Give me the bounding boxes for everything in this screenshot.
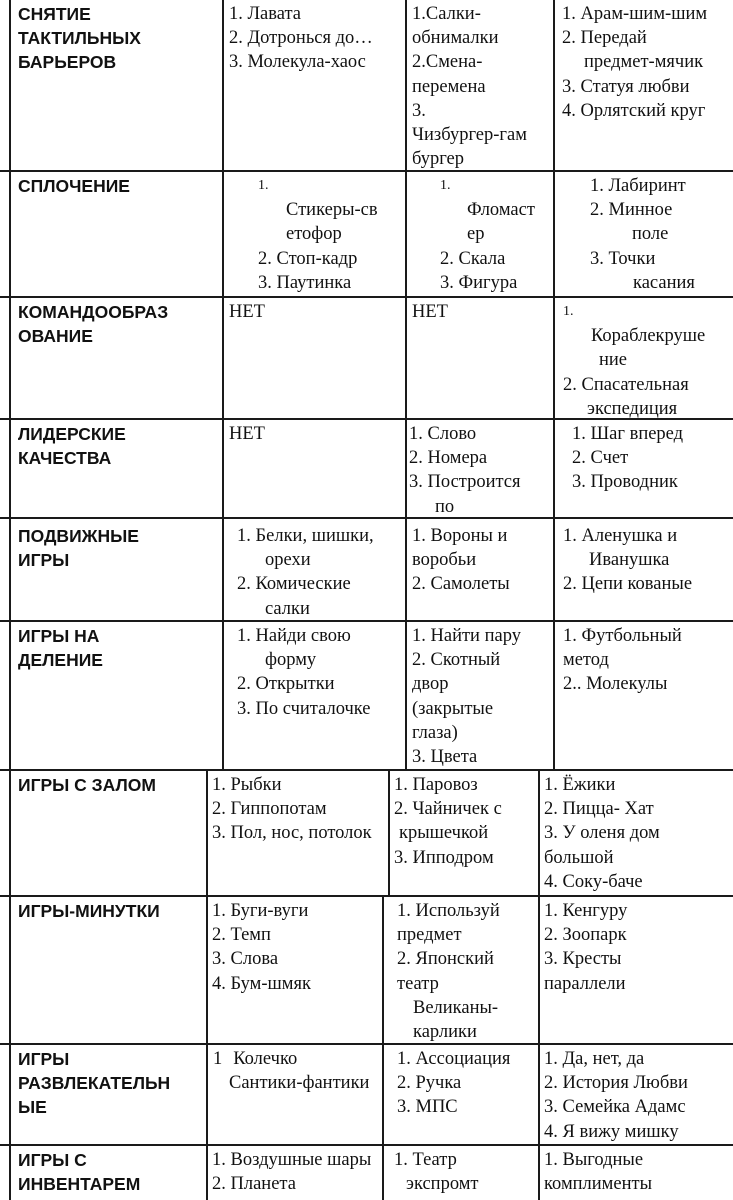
game-item: ер	[467, 224, 485, 245]
games-cell	[440, 174, 535, 295]
col-divider	[388, 769, 390, 895]
game-item: 1. Футбольный	[563, 626, 682, 646]
game-item: НЕТ	[229, 302, 265, 322]
game-item: 4. Соку-баче	[544, 871, 643, 892]
game-item: 2. Скала	[440, 248, 506, 269]
game-item: 1. Воздушные шары	[212, 1150, 372, 1170]
games-cell	[212, 899, 311, 996]
game-item: 1. Рыбки	[212, 775, 282, 795]
games-cell	[229, 422, 265, 446]
col-divider	[9, 0, 11, 1200]
game-item: 4. Я вижу мишку	[544, 1121, 679, 1142]
game-item: 3. Паутинка	[258, 272, 352, 293]
game-item: 3. Точки	[590, 248, 656, 269]
col-divider	[382, 895, 384, 1200]
game-item: крышечкой	[399, 823, 489, 844]
col-divider	[206, 769, 208, 1200]
game-item: 1. Лабиринт	[590, 176, 686, 196]
category-line: СПЛОЧЕНИЕ	[18, 176, 130, 196]
category-line: ЫЕ	[18, 1097, 47, 1118]
game-item: 1. Слово	[409, 424, 477, 444]
game-item: поле	[632, 224, 669, 245]
category-line: ИГРЫ С ЗАЛОМ	[18, 775, 156, 795]
game-item: карлики	[413, 1022, 477, 1043]
game-item: орехи	[265, 550, 311, 571]
game-item: 2. Ручка	[397, 1073, 462, 1094]
category-line: ЛИДЕРСКИЕ	[18, 424, 126, 444]
games-cell	[258, 174, 378, 295]
game-item: 1. Белки, шишки,	[237, 526, 374, 546]
game-item: 3. Кресты	[544, 949, 622, 970]
col-divider	[405, 0, 407, 769]
game-item: Чизбургер-гам	[412, 125, 527, 146]
game-item: касания	[633, 272, 695, 293]
game-item: 2. Комические	[237, 574, 351, 595]
game-item: перемена	[412, 76, 486, 97]
game-item: бургер	[412, 149, 465, 170]
game-item: етофор	[286, 224, 342, 245]
games-cell	[237, 624, 371, 721]
game-item: 1. Кенгуру	[544, 901, 628, 921]
category-cell	[18, 1047, 206, 1120]
game-item: 3. Ипподром	[394, 847, 494, 868]
game-item: по	[435, 496, 455, 517]
game-item: 2.. Молекулы	[563, 674, 668, 695]
game-item-number: 1	[213, 1049, 223, 1069]
games-cell	[213, 1047, 369, 1095]
games-cell	[563, 300, 705, 421]
game-item: Фломаст	[467, 200, 535, 221]
game-item: 1. Шаг вперед	[572, 424, 684, 444]
game-item: 2.Смена-	[412, 52, 483, 73]
game-item: 2. Дотронься до…	[229, 28, 373, 49]
game-item: 1.	[563, 304, 574, 319]
game-item: 1. Вороны и	[412, 526, 508, 546]
game-item: НЕТ	[229, 424, 265, 444]
category-cell	[18, 524, 206, 572]
game-item: 2. Скотный	[412, 650, 501, 671]
game-item: 1. Театр	[394, 1150, 457, 1170]
game-item: 2. Цепи кованые	[563, 574, 693, 595]
game-item: предмет-мячик	[584, 52, 704, 73]
game-item: глаза)	[412, 722, 458, 743]
games-cell	[544, 773, 660, 894]
category-line: ИГРЫ С	[18, 1150, 87, 1170]
game-item: 1. Ёжики	[544, 775, 616, 795]
games-cell	[394, 773, 502, 870]
game-item: 2. Самолеты	[412, 574, 510, 595]
game-item: Сантики-фантики	[229, 1073, 370, 1094]
game-item: НЕТ	[412, 302, 448, 322]
category-cell	[18, 624, 206, 672]
category-line: ПОДВИЖНЫЕ	[18, 526, 139, 546]
games-cell	[394, 1148, 479, 1196]
category-line: ИГРЫ	[18, 1049, 70, 1069]
games-cell	[412, 624, 521, 769]
row-divider	[0, 769, 733, 771]
games-cell	[212, 1148, 371, 1196]
game-item: 3. МПС	[397, 1097, 458, 1118]
game-item-title: Колечко	[233, 1049, 298, 1069]
category-cell	[18, 2, 206, 75]
game-item: 2. Пицца- Хат	[544, 799, 654, 820]
game-item: 3. Фигура	[440, 272, 518, 293]
game-item: большой	[544, 847, 614, 868]
row-divider	[0, 1144, 733, 1146]
games-cell	[562, 2, 707, 123]
games-cell	[572, 422, 683, 495]
game-item: экспромт	[406, 1174, 479, 1195]
games-cell	[563, 524, 692, 597]
game-item: 3. Статуя любви	[562, 76, 690, 97]
category-line: КОМАНДООБРАЗ	[18, 302, 169, 322]
category-cell	[18, 1148, 206, 1196]
category-line: ИГРЫ-МИНУТКИ	[18, 901, 160, 921]
category-cell	[18, 422, 206, 470]
game-item: 2. Минное	[590, 200, 673, 221]
game-item: Великаны-	[413, 997, 499, 1018]
game-item: ние	[599, 350, 628, 371]
game-item: 4. Орлятский круг	[562, 100, 706, 121]
game-item: 2. Чайничек с	[394, 799, 502, 820]
game-item: 1.Салки-	[412, 4, 481, 24]
col-divider	[538, 769, 540, 895]
games-cell	[237, 524, 374, 621]
game-item: Стикеры-св	[286, 200, 378, 221]
game-item: 1. Аленушка и	[563, 526, 678, 546]
game-item: (закрытые	[412, 698, 494, 719]
col-divider	[553, 0, 555, 769]
category-line: РАЗВЛЕКАТЕЛЬН	[18, 1073, 171, 1094]
games-cell	[397, 899, 500, 1044]
game-item: 3. Проводник	[572, 472, 678, 493]
row-divider	[0, 1043, 733, 1045]
game-item: 1. Арам-шим-шим	[562, 4, 708, 24]
category-line: КАЧЕСТВА	[18, 448, 112, 469]
category-cell	[18, 174, 206, 198]
game-item	[213, 1047, 369, 1071]
game-item: 3.	[412, 100, 426, 121]
games-cell	[544, 899, 627, 996]
game-item: 2. Темп	[212, 925, 271, 946]
games-cell	[563, 624, 682, 697]
category-line: СНЯТИЕ	[18, 4, 91, 24]
game-item: двор	[412, 674, 449, 695]
game-item: 1. Используй	[397, 901, 500, 921]
game-item: 4. Бум-шмяк	[212, 973, 311, 994]
game-item: салки	[265, 598, 310, 619]
games-cell	[544, 1148, 652, 1196]
col-divider	[538, 895, 540, 1200]
game-item: 2. Счет	[572, 448, 629, 469]
games-cell	[229, 300, 265, 324]
game-item: 3. Пол, нос, потолок	[212, 823, 372, 844]
game-item: экспедиция	[587, 398, 678, 419]
game-item: 3. У оленя дом	[544, 823, 660, 844]
game-item: 2. Зоопарк	[544, 925, 627, 946]
game-item: 1. Ассоциация	[397, 1049, 511, 1069]
category-cell	[18, 899, 206, 923]
row-divider	[0, 517, 733, 519]
category-line: БАРЬЕРОВ	[18, 52, 117, 73]
games-cell	[590, 174, 695, 295]
games-cell	[397, 1047, 510, 1120]
game-item: 2. История Любви	[544, 1073, 688, 1094]
game-item: 3. Построится	[409, 472, 521, 493]
game-item: Кораблекруше	[591, 326, 706, 347]
game-item: 1. Найди свою	[237, 626, 351, 646]
game-item: 3. Слова	[212, 949, 279, 970]
row-divider	[0, 170, 733, 172]
game-item: обнималки	[412, 28, 499, 49]
game-item: 1. Буги-вуги	[212, 901, 309, 921]
category-line: ОВАНИЕ	[18, 326, 93, 347]
game-item: предмет	[397, 925, 462, 946]
game-item: 1. Паровоз	[394, 775, 478, 795]
game-item: 2. Открытки	[237, 674, 335, 695]
game-item: 1. Выгодные	[544, 1150, 644, 1170]
game-item: метод	[563, 650, 609, 671]
category-line: ИГРЫ НА	[18, 626, 100, 646]
game-item: 2. Передай	[562, 28, 647, 49]
game-item: театр	[397, 973, 439, 994]
row-divider	[0, 895, 733, 897]
game-item: форму	[265, 650, 317, 671]
game-item: 1. Найти пару	[412, 626, 521, 646]
games-cell	[544, 1047, 688, 1144]
category-cell	[18, 300, 206, 348]
games-cell	[229, 2, 373, 75]
game-item: 1.	[440, 178, 451, 193]
game-item: 3. Семейка Адамс	[544, 1097, 686, 1118]
game-item: 1. Лавата	[229, 4, 302, 24]
games-cell	[412, 300, 448, 324]
game-item: 2. Стоп-кадр	[258, 248, 358, 269]
category-cell	[18, 773, 206, 797]
games-cell	[412, 2, 527, 171]
game-item: 2. Планета	[212, 1174, 296, 1195]
game-item: 3. Цвета	[412, 747, 478, 768]
games-cell	[212, 773, 372, 846]
game-item: 2. Японский	[397, 949, 494, 970]
category-line: ДЕЛЕНИЕ	[18, 650, 103, 671]
games-cell	[409, 422, 521, 519]
games-cell	[412, 524, 510, 597]
game-item: 3. По считалочке	[237, 698, 371, 719]
category-line: ИГРЫ	[18, 550, 70, 571]
game-item: 3. Молекула-хаос	[229, 52, 366, 73]
game-item: 2. Номера	[409, 448, 488, 469]
game-item: 2. Гиппопотам	[212, 799, 327, 820]
game-item: 1.	[258, 178, 269, 193]
game-item: 1. Да, нет, да	[544, 1049, 645, 1069]
game-item: воробьи	[412, 550, 477, 571]
game-item: Иванушка	[589, 550, 670, 571]
row-divider	[0, 296, 733, 298]
col-divider	[222, 0, 224, 769]
game-item: параллели	[544, 973, 626, 994]
game-item: 2. Спасательная	[563, 374, 689, 395]
category-line: ИНВЕНТАРЕМ	[18, 1174, 141, 1195]
game-item: комплименты	[544, 1174, 653, 1195]
category-line: ТАКТИЛЬНЫХ	[18, 28, 141, 49]
